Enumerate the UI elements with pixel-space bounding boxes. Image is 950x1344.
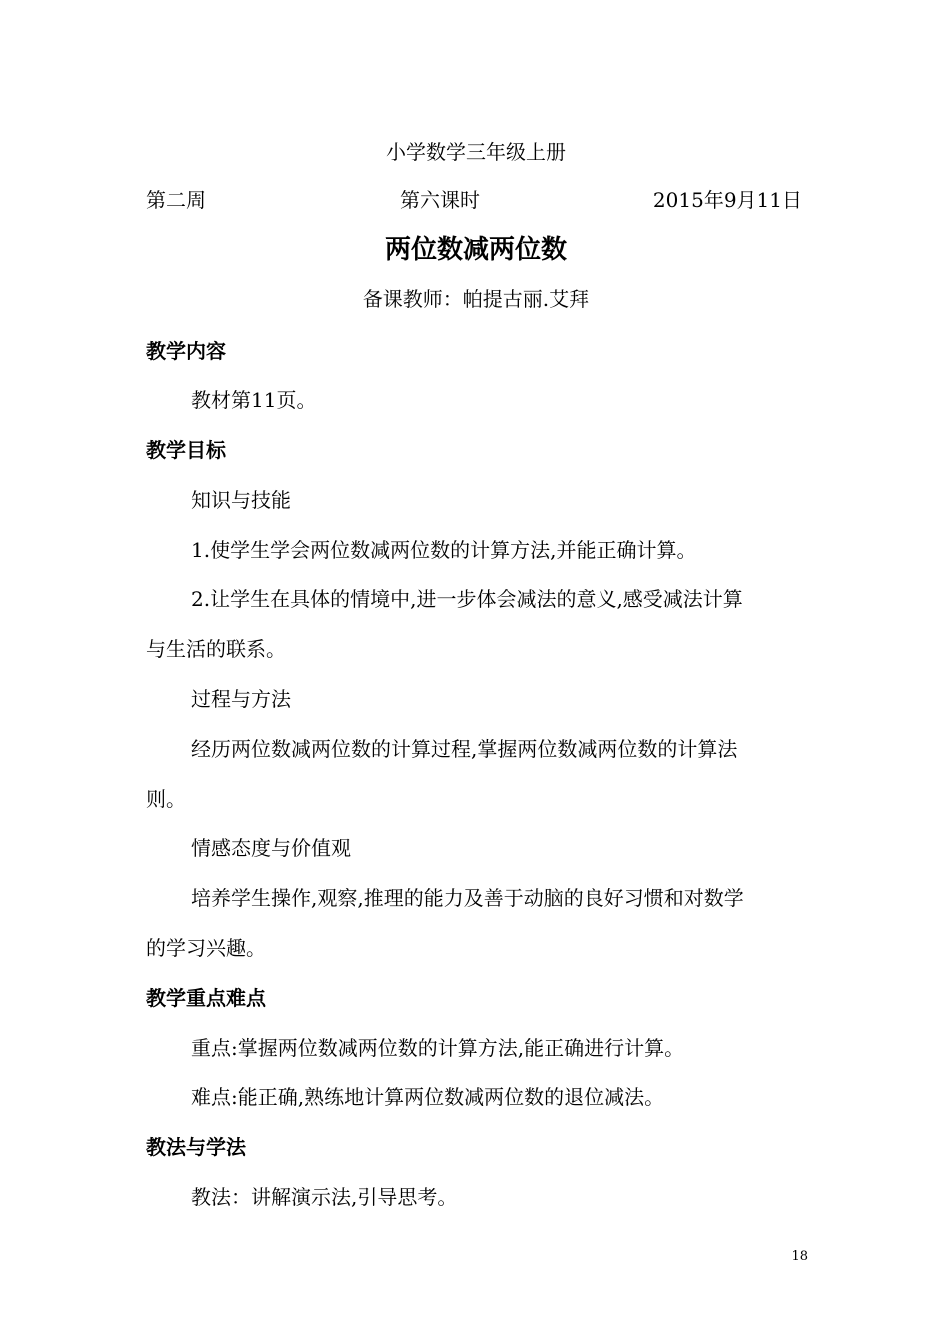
objective-item-2-line-1: 2.让学生在具体的情境中,进一步体会减法的意义,感受减法计算 [191,587,743,611]
knowledge-label: 知识与技能 [191,488,291,512]
key-point-text: 重点:掌握两位数减两位数的计算方法,能正确进行计算。 [191,1036,685,1060]
lesson-meta-row [146,186,802,214]
teaching-method-text: 教法：讲解演示法,引导思考。 [191,1185,458,1209]
week-label: 第二周 [146,188,206,212]
process-line-2: 则。 [146,787,186,811]
process-line-1: 经历两位数减两位数的计算过程,掌握两位数减两位数的计算法 [191,737,738,761]
methods-heading: 教法与学法 [146,1135,246,1159]
objective-item-2-line-2: 与生活的联系。 [146,637,286,661]
emotion-line-2: 的学习兴趣。 [146,936,266,960]
lesson-label: 第六课时 [400,188,480,212]
book-title: 小学数学三年级上册 [386,140,566,164]
page-title: 两位数减两位数 [384,235,567,265]
teacher-line: 备课教师：帕提古丽.艾拜 [362,287,590,311]
objectives-heading: 教学目标 [146,438,226,462]
date-label: 2015年9月11日 [652,188,802,212]
process-label: 过程与方法 [191,687,291,711]
objective-item-1: 1.使学生学会两位数减两位数的计算方法,并能正确计算。 [191,538,697,562]
key-points-heading: 教学重点难点 [146,986,266,1010]
page-number: 18 [791,1249,808,1264]
emotion-line-1: 培养学生操作,观察,推理的能力及善于动脑的良好习惯和对数学 [191,886,744,910]
difficulty-text: 难点:能正确,熟练地计算两位数减两位数的退位减法。 [191,1085,665,1109]
content-heading: 教学内容 [146,339,226,363]
content-text: 教材第11页。 [191,388,317,412]
emotion-label: 情感态度与价值观 [191,836,351,860]
